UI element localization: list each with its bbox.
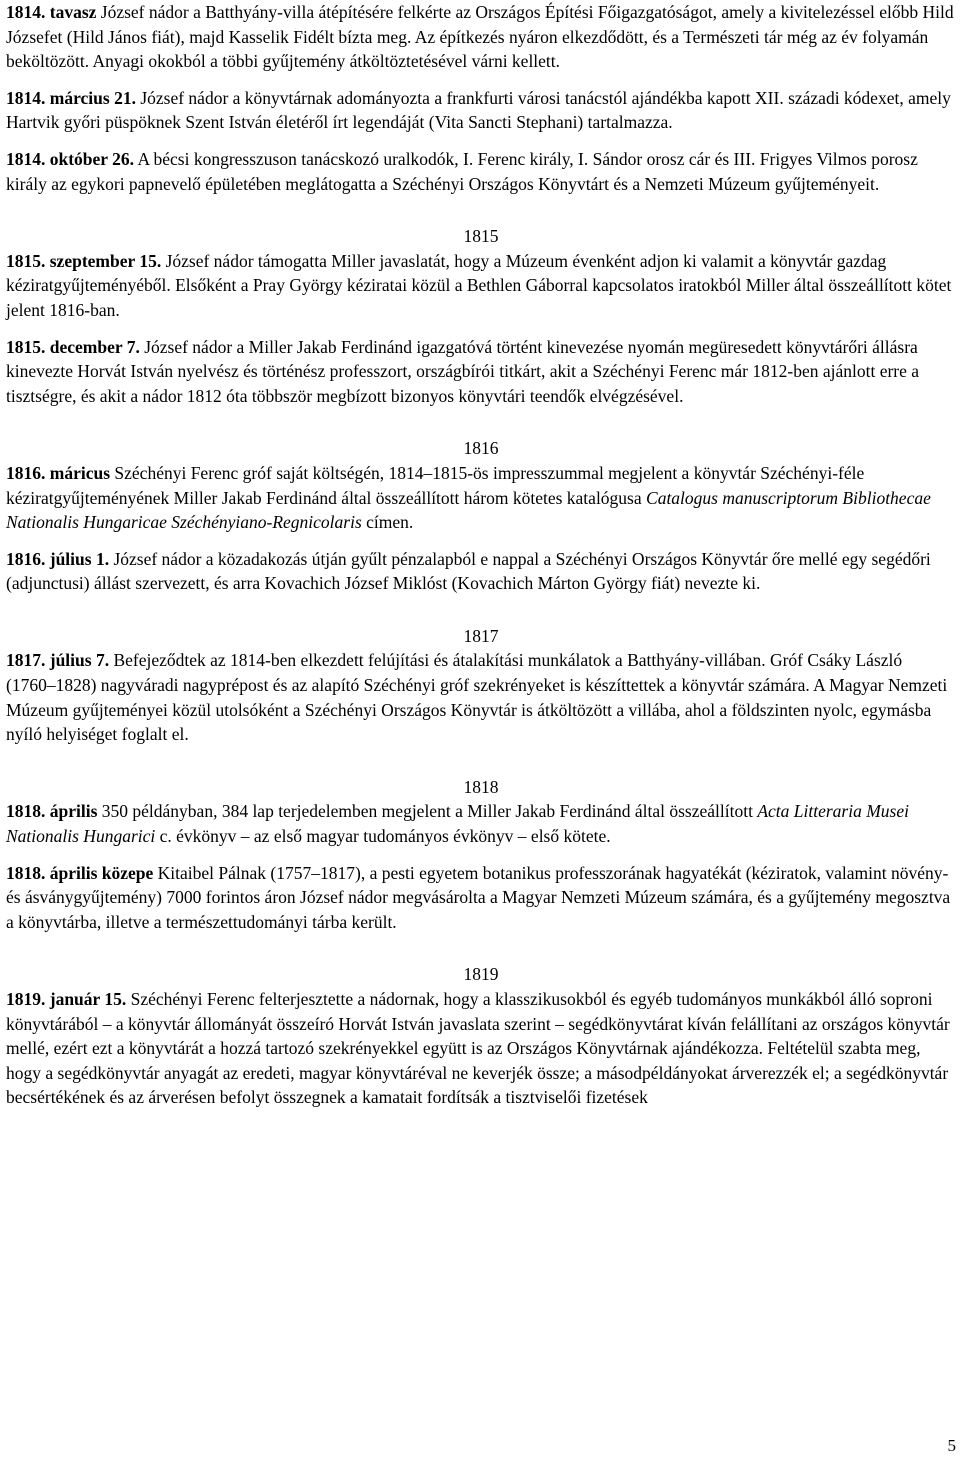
- entry-text-after: címen.: [366, 512, 414, 533]
- yearbook-title: Acta Litteraria Musei Nationalis Hungarici: [6, 801, 909, 847]
- entry-date: 1818. április: [6, 801, 98, 822]
- entry-1815-september-15: [6, 249, 956, 323]
- year-heading-1819: 1819: [463, 964, 499, 985]
- entry-text: A bécsi kongresszuson tanácskozó uralkodók, I. Ferenc király, I. Sándor orosz cár és III. Frigyes Vilmos porosz király az egykori papnevelő épületében meglátogatta a Széchényi Országos Könyvtárt és a Nemzeti Múzeum gyűjteményeit.: [6, 148, 918, 194]
- page-number: 5: [947, 1436, 956, 1455]
- entry-text: József nádor támogatta Miller javaslatát, hogy a Múzeum évenként adjon ki valamit a könyvtár gazdag kéziratgyűjteményéből. Elsőként a Pray György kéziratai közül a Bethlen Gáborral kapcsolatos iratokból Miller által összeállított kötet jelent 1816-ban.: [6, 250, 952, 320]
- document-page: [6, 0, 956, 1122]
- entry-1818-april: [6, 799, 956, 848]
- entry-1818-mid-april: [6, 861, 956, 935]
- entry-date: 1817. július 7.: [6, 650, 110, 671]
- entry-1815-december-7: [6, 335, 956, 409]
- entry-date: 1814. tavasz: [6, 2, 97, 22]
- entry-1819-january-15: [6, 987, 956, 1110]
- entry-text: 350 példányban, 384 lap terjedelemben megjelent a Miller Jakab Ferdinánd által összeállított: [101, 801, 753, 822]
- entry-text: Befejeződtek az 1814-ben elkezdett felújítási és átalakítási munkálatok a Batthyány-villában. Gróf Csáky László (1760–1828) nagyváradi nagyprépost és az alapító Széchényi gróf szekrényeket is készíttettek a könyvtár számára. A Magyar Nemzeti Múzeum gyűjteményei közül utolsóként a Széchényi Országos Könyvtár is átköltözött a villába, ahol a földszinten nyolc, egymásba nyíló helyiséget foglalt el.: [6, 650, 948, 745]
- entry-1816-july-1: [6, 547, 956, 596]
- entry-date: 1815. szeptember 15.: [6, 250, 162, 271]
- entry-date: 1815. december 7.: [6, 336, 140, 357]
- entry-text: Széchényi Ferenc felterjesztette a nádornak, hogy a klasszikusokból és egyéb tudományos munkákból álló soproni könyvtárából – a könyvtár állományát összeíró Horvát István javaslata szerint – segédkönyvtárat kíván felállítani az országos könyvtár mellé, ezért ezt a könyvtárát a hozzá tartozó szekrényekkel együtt is az Országos Könyvtárnak ajándékozza. Feltételül szabta meg, hogy a segédkönyvtár anyagát az eredeti, magyar könyvtáréval ne keverjék össze; a másodpéldányokat árverezzék el; a segédkönyvtár becsértékének és az árverésen befolyt összegnek a kamatait fordítsák a tisztviselői fizetések: [6, 989, 950, 1108]
- year-heading-1815: 1815: [463, 226, 499, 247]
- entry-date: 1816. július 1.: [6, 548, 110, 569]
- entry-1816-march: [6, 461, 956, 535]
- entry-text: Kitaibel Pálnak (1757–1817), a pesti egyetem botanikus professzorának hagyatékát (kéziratok, valamint növény- és ásványgyűjtemény) 7000 forintos áron József nádor megvásárolta a Magyar Nemzeti Múzeum számára, és a gyűjtemény megosztva a könyvtárba, illetve a természettudományi tárba került.: [6, 862, 951, 932]
- entry-text: József nádor a közadakozás útján gyűlt pénzalapból e nappal a Széchényi Országos Könyvtár őre mellé egy segédőri (adjunctusi) állást szervezett, és arra Kovachich József Miklóst (Kovachich Márton György fiát) nevezte ki.: [6, 548, 931, 594]
- entry-text: Széchényi Ferenc gróf saját költségén, 1814–1815-ös impresszummal megjelent a könyvtár Széchényi-féle kéziratgyűjteményének Miller Jakab Ferdinánd által összeállított három kötetes katalógusa: [6, 462, 865, 508]
- entry-1814-october-26: [6, 147, 956, 196]
- entry-date: 1814. március 21.: [6, 87, 136, 108]
- entry-1817-july-7: [6, 648, 956, 746]
- catalogue-title: Catalogus manuscriptorum Bibliothecae Nationalis Hungaricae Széchényiano-Regnicolaris: [6, 487, 931, 533]
- entry-text: József nádor a Batthyány-villa átépítésére felkérte az Országos Építési Főigazgatóságot, amely a kivitelezéssel előbb Hild Józsefet (Hild János fiát), majd Kasselik Fidélt bízta meg. Az építkezés nyáron elkezdődött, és a Természeti tár még az év folyamán beköltözött. Anyagi okokból a többi gyűjtemény átköltöztetésével várni kellett.: [6, 2, 954, 72]
- entry-text: József nádor a Miller Jakab Ferdinánd igazgatóvá történt kinevezése nyomán megüresedett könyvtárőri állásra kinevezte Horvát István nyelvész és történész professzort, országbírói titkárt, akit a Széchényi Ferenc már 1812-ben ajánlott erre a tisztségre, és akit a nádor 1812 óta többször megbízott bizonyos könyvtári teendők elvégzésével.: [6, 336, 920, 406]
- entry-text: József nádor a könyvtárnak adományozta a frankfurti városi tanácstól ajándékba kapott XII. századi kódexet, amely Hartvik győri püspöknek Szent István életéről írt legendáját (Vita Sancti Stephani) tartalmazza.: [6, 87, 951, 133]
- year-heading-1818: 1818: [463, 776, 499, 797]
- entry-date: 1818. április közepe: [6, 862, 154, 883]
- entry-date: 1814. október 26.: [6, 148, 135, 169]
- entry-1814-spring: [6, 0, 956, 74]
- entry-date: 1816. máricus: [6, 462, 111, 483]
- entry-text-after: c. évkönyv – az első magyar tudományos évkönyv – első kötete.: [159, 826, 611, 847]
- year-heading-1816: 1816: [463, 438, 499, 459]
- entry-1814-march-21: [6, 86, 956, 135]
- entry-date: 1819. január 15.: [6, 989, 127, 1009]
- year-heading-1817: 1817: [463, 625, 499, 646]
